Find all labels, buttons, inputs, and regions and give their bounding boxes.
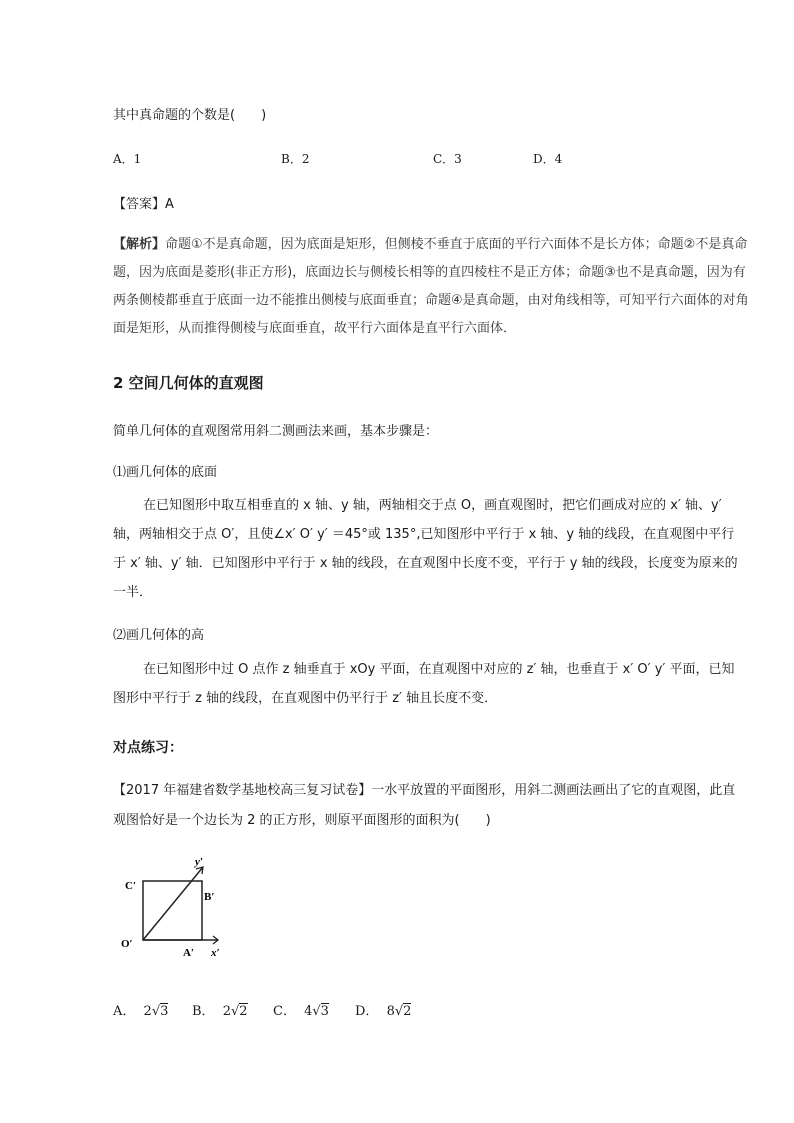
- option-a: A．1: [113, 152, 142, 166]
- choice-a: [113, 1000, 168, 1019]
- sqrt-symbol: √: [230, 1004, 240, 1019]
- choice-coef: 2: [222, 1004, 231, 1019]
- choice-radicand: 2: [239, 1004, 248, 1019]
- label-c: C′: [125, 880, 137, 892]
- section-title: 2 空间几何体的直观图: [113, 374, 264, 392]
- choice-letter: B．: [192, 1004, 215, 1019]
- oblique-square-figure: [113, 855, 238, 970]
- answer: 【答案】A: [113, 197, 174, 212]
- option-b: B．2: [281, 152, 310, 166]
- label-b: B′: [204, 891, 215, 903]
- explanation-tag: 【解析】: [113, 237, 166, 252]
- y-axis: [143, 867, 203, 940]
- choice-coef: 8: [386, 1004, 395, 1019]
- explanation-text: 命题①不是真命题，因为底面是矩形，但侧棱不垂直于底面的平行六面体不是长方体；命题②不是真命题，因为底面是菱形(非正方形)，底面边长与侧棱长相等的直四棱柱不是正方体；命题③也不是真命题，因为有两条侧棱都垂直于底面一边不能推出侧棱与底面垂直；命题④是真命题，由对角线相等，可知平行六面体的对角面是矩形，从而推得侧棱与底面垂直，故平行六面体是直平行六面体．: [113, 237, 749, 336]
- choice-letter: D．: [355, 1004, 379, 1019]
- sqrt-symbol: √: [394, 1004, 404, 1019]
- step1-text: 在已知图形中取互相垂直的 x 轴、y 轴，两轴相交于点 O，画直观图时，把它们画成对应的 x′ 轴、y′ 轴，两轴相交于点 O′，且使∠x′ O′ y′ ＝45°或 135°,已知图形中平行于 x 轴、y 轴的线段，在直观图中平行于 x′ 轴、y′ 轴．已知图形中平行于 x 轴的线段，在直观图中长度不变，平行于 y 轴的线段，长度变为原来的一半．: [113, 498, 738, 600]
- choice-letter: C．: [273, 1004, 296, 1019]
- intro-text: 简单几何体的直观图常用斜二测画法来画，基本步骤是：: [113, 424, 439, 439]
- choice-d: [355, 1000, 411, 1019]
- label-a: A′: [183, 947, 195, 959]
- option-c: C．3: [433, 152, 462, 166]
- exercise-text: 【2017 年福建省数学基地校高三复习试卷】一水平放置的平面图形，用斜二测画法画出了它的直观图，此直观图恰好是一个边长为 2 的正方形，则原平面图形的面积为( ): [113, 783, 736, 828]
- choice-radicand: 3: [320, 1004, 329, 1019]
- choice-letter: A．: [113, 1004, 136, 1019]
- square: [143, 881, 202, 940]
- step1-title: ⑴画几何体的底面: [113, 465, 218, 480]
- choice-coef: 4: [304, 1004, 313, 1019]
- practice-title: 对点练习：: [113, 740, 183, 756]
- choice-radicand: 2: [403, 1004, 412, 1019]
- choice-radicand: 3: [160, 1004, 169, 1019]
- choice-c: [273, 1000, 329, 1019]
- explanation: [113, 231, 753, 343]
- sqrt-symbol: √: [312, 1004, 321, 1019]
- label-o: O′: [121, 938, 133, 950]
- sqrt-symbol: √: [151, 1004, 161, 1019]
- step2-text: 在已知图形中过 O 点作 z 轴垂直于 xOy 平面，在直观图中对应的 z′ 轴，也垂直于 x′ O′ y′ 平面，已知图形中平行于 z 轴的线段，在直观图中仍平行于 z′ 轴且长度不变．: [113, 662, 735, 706]
- choice-coef: 2: [143, 1004, 152, 1019]
- step2-title: ⑵画几何体的高: [113, 628, 205, 643]
- question-stem: 其中真命题的个数是( ): [113, 108, 267, 123]
- choice-b: [192, 1000, 248, 1019]
- label-y: y′: [195, 856, 203, 868]
- option-d: D．4: [533, 152, 563, 166]
- label-x: x′: [211, 947, 220, 959]
